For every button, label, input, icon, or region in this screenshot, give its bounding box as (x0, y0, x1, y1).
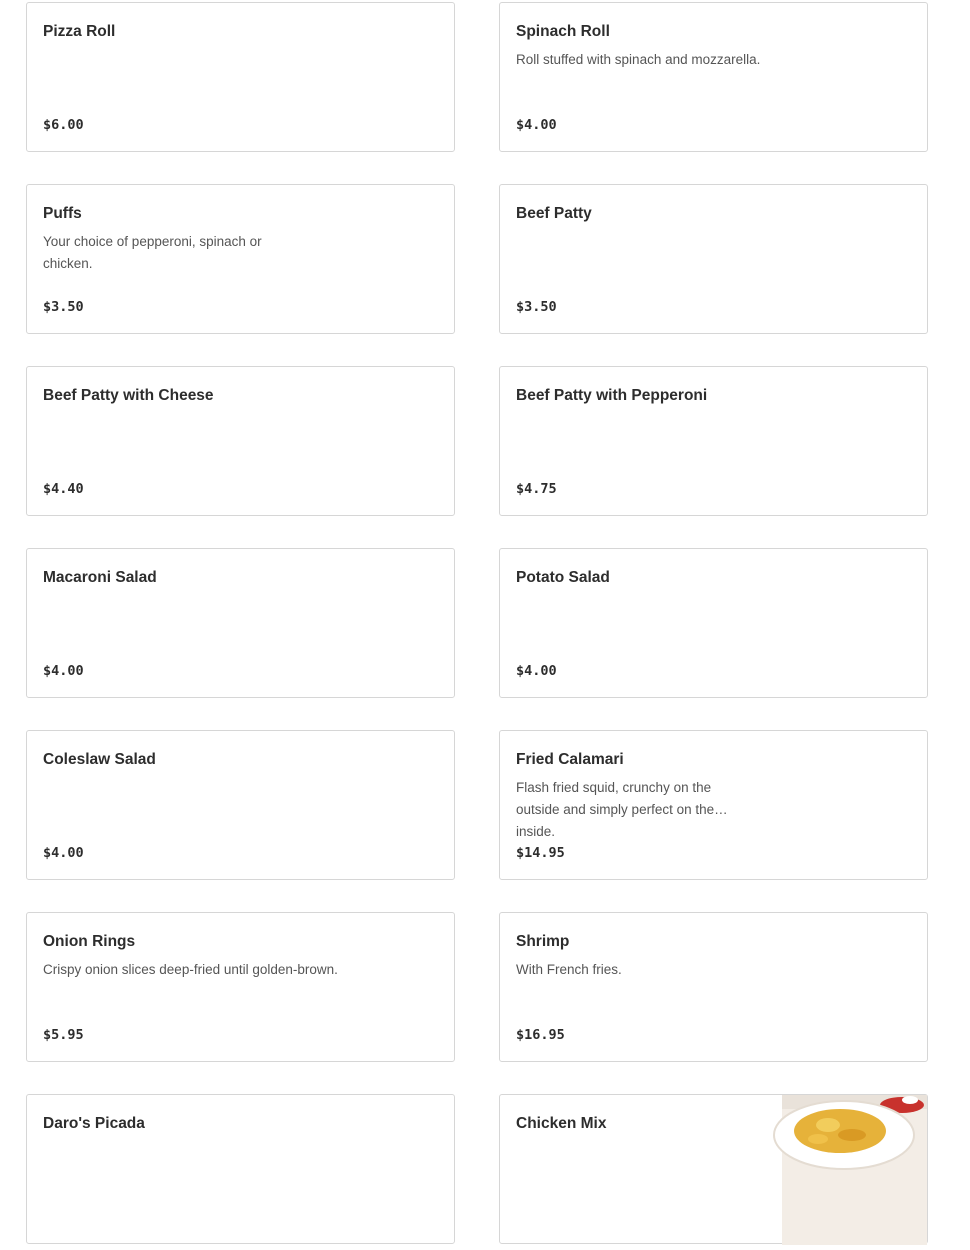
menu-item-name: Beef Patty with Pepperoni (516, 387, 708, 404)
menu-item-name: Beef Patty (516, 205, 592, 222)
menu-item-price: $5.95 (43, 1027, 84, 1043)
menu-item-price: $14.95 (516, 845, 565, 861)
menu-item-name: Puffs (43, 205, 82, 222)
menu-item-card-chicken-mix[interactable] (499, 1094, 928, 1244)
menu-item-card-onion-rings[interactable] (26, 912, 455, 1062)
menu-item-price: $3.50 (43, 299, 84, 315)
menu-item-price: $4.40 (43, 481, 84, 497)
menu-item-card-beef-patty[interactable] (499, 184, 928, 334)
food-photo-image (782, 1095, 927, 1245)
menu-item-name: Pizza Roll (43, 23, 116, 40)
menu-item-card-daros-picada[interactable] (26, 1094, 455, 1244)
menu-item-card-potato-salad[interactable] (499, 548, 928, 698)
menu-item-card-pizza-roll[interactable] (26, 2, 455, 152)
menu-item-price: $4.00 (43, 663, 84, 679)
menu-item-card-shrimp[interactable] (499, 912, 928, 1062)
menu-item-card-beef-patty-pepperoni[interactable] (499, 366, 928, 516)
menu-item-card-beef-patty-cheese[interactable] (26, 366, 455, 516)
menu-item-description: Crispy onion slices deep-fried until golden-brown. (43, 962, 338, 977)
menu-item-description: Roll stuffed with spinach and mozzarella. (516, 52, 761, 67)
menu-item-name: Shrimp (516, 933, 570, 950)
menu-item-name: Macaroni Salad (43, 569, 157, 586)
food-photo (782, 1095, 927, 1245)
menu-item-card-coleslaw-salad[interactable] (26, 730, 455, 880)
menu-item-card-fried-calamari[interactable] (499, 730, 928, 880)
menu-item-price: $6.00 (43, 117, 84, 133)
menu-item-price: $4.00 (516, 663, 557, 679)
menu-item-card-puffs[interactable] (26, 184, 455, 334)
menu-item-price: $4.00 (43, 845, 84, 861)
menu-item-name: Chicken Mix (516, 1115, 607, 1132)
menu-items-grid (26, 2, 928, 1244)
menu-item-card-macaroni-salad[interactable] (26, 548, 455, 698)
menu-item-name: Beef Patty with Cheese (43, 387, 214, 404)
menu-item-description: Flash fried squid, crunchy on the outside and simply perfect on the inside. (516, 780, 715, 839)
menu-item-name: Coleslaw Salad (43, 751, 156, 768)
menu-item-price: $16.95 (516, 1027, 565, 1043)
menu-item-name: Daro's Picada (43, 1115, 145, 1132)
menu-item-name: Spinach Roll (516, 23, 610, 40)
menu-item-price: $4.75 (516, 481, 557, 497)
menu-item-name: Potato Salad (516, 569, 610, 586)
menu-item-description: With French fries. (516, 962, 622, 977)
menu-item-description: Your choice of pepperoni, spinach or chicken. (43, 234, 262, 271)
menu-item-name: Fried Calamari (516, 751, 624, 768)
menu-item-price: $3.50 (516, 299, 557, 315)
menu-item-card-spinach-roll[interactable] (499, 2, 928, 152)
menu-item-name: Onion Rings (43, 933, 136, 950)
menu-item-price: $4.00 (516, 117, 557, 133)
